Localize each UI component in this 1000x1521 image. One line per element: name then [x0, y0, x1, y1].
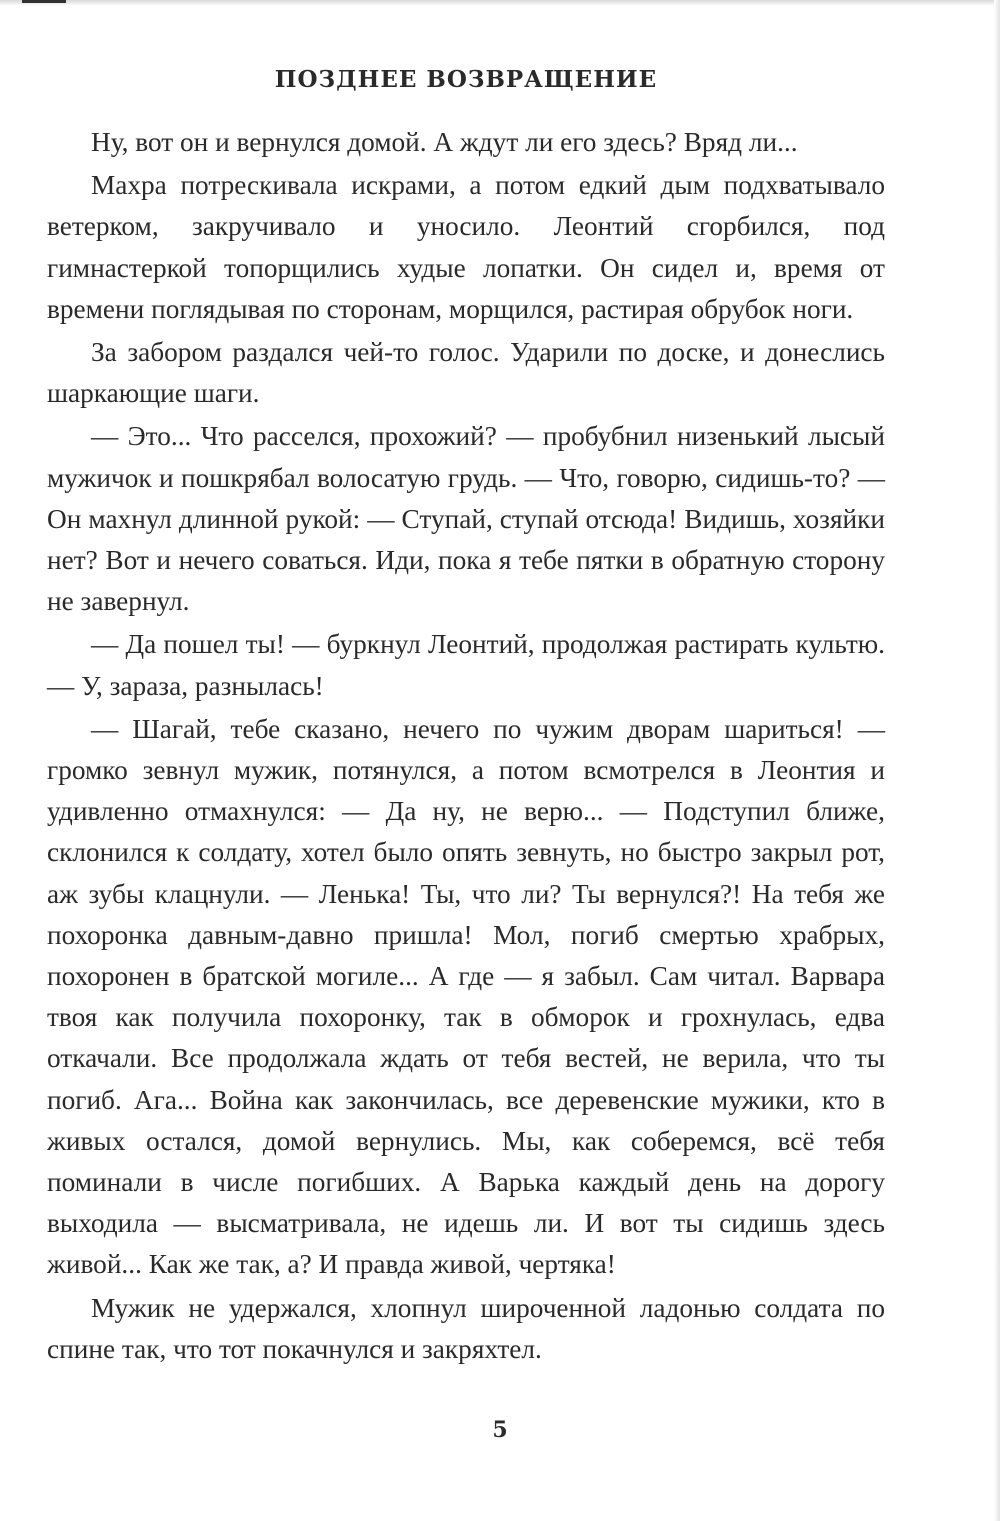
paragraph: За забором раздался чей-то голос. Ударили по доске, и донеслись шаркающие шаги.	[47, 337, 885, 409]
paragraph: Мужик не удержался, хлопнул широченной ладонью солдата по спине так, что тот покачнулся и закряхтел.	[47, 1292, 885, 1364]
chapter-title: ПОЗДНЕЕ ВОЗВРАЩЕНИЕ	[274, 66, 658, 93]
scan-mark	[22, 0, 66, 3]
page-number: 5	[492, 1417, 508, 1443]
paragraph: Ну, вот он и вернулся домой. А ждут ли его здесь? Вряд ли...	[91, 127, 798, 157]
paragraph: — Шагай, тебе сказано, нечего по чужим дворам шариться! — громко зевнул мужик, потянулся, а потом всмотрелся в Леонтия и удивленно отмахнулся: — Да ну, не верю... — Подступил ближе, склонился к солдату, хотел было опять зевнуть, но быстро закрыл рот, аж зубы клацнули. — Ленька! Ты, что ли? Ты вернулся?! На тебя же похоронка давным-давно пришла! Мол, погиб смертью храбрых, похоронен в братской могиле... А где — я забыл. Сам читал. Варвара твоя как получила похоронку, так в обморок и грохнулась, едва откачали. Все продолжала ждать от тебя вестей, не верила, что ты погиб. Ага... Война как закончилась, все деревенские мужики, кто в живых остался, домой вернулись. Мы, как соберемся, всё тебя поминали в числе погибших. А Варька каждый день на дорогу выходила — высматривала, не идешь ли. И вот ты сидишь здесь живой... Как же так, а? И правда живой, чертяка!	[47, 713, 885, 1280]
paragraph: — Это... Что расселся, прохожий? — пробубнил низенький лысый мужичок и пошкрябал волосатую грудь. — Что, говорю, сидишь-то? — Он махнул длинной рукой: — Ступай, ступай отсюда! Видишь, хозяйки нет? Вот и нечего соваться. Иди, пока я тебе пятки в обратную сторону не завернул.	[47, 421, 885, 617]
scan-edge-top	[0, 0, 1000, 6]
paragraph: — Да пошел ты! — буркнул Леонтий, продолжая растирать культю. — У, зараза, разнылась!	[47, 629, 885, 701]
scan-edge-right	[994, 0, 1000, 1521]
book-page	[47, 60, 885, 1370]
paragraph: Махра потрескивала искрами, а потом едкий дым подхватывало ветерком, закручивало и уносило. Леонтий сгорбился, под гимнастеркой топорщились худые лопатки. Он сидел и, время от времени поглядывая по сторонам, морщился, растирая обрубок ноги.	[47, 170, 885, 324]
